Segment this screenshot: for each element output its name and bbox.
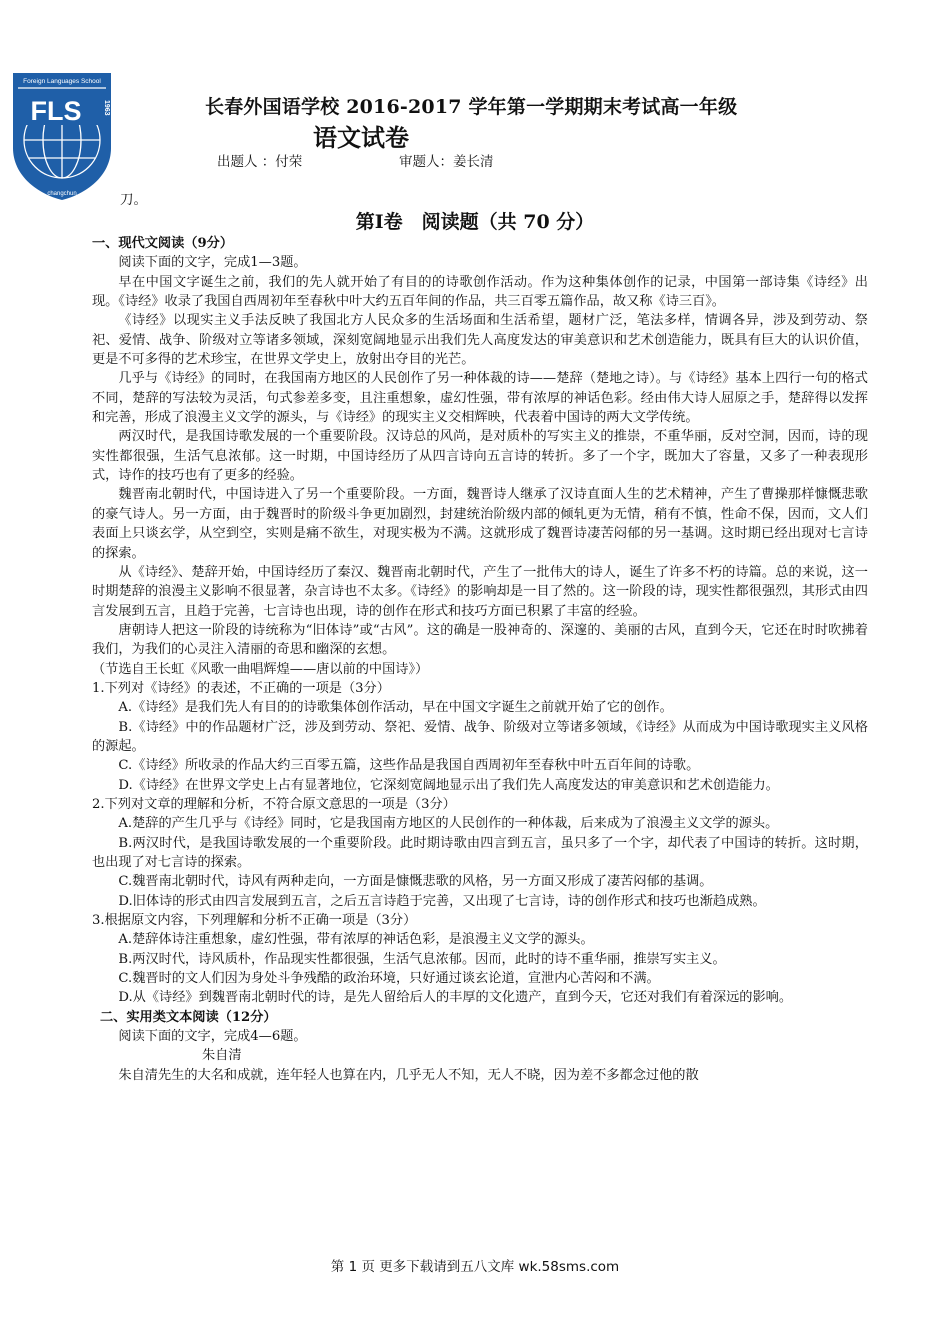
author-label: 出题人 ：付荣 [217, 154, 303, 170]
logo-bottom-text: changchun [47, 191, 77, 197]
exam-subtitle: 语文试卷 [313, 123, 409, 152]
paragraph: D.旧体诗的形式由四言发展到五言，之后五言诗趋于完善，又出现了七言诗，诗的创作形式和技巧也渐趋成熟。 [118, 893, 766, 909]
paragraph: A.《诗经》是我们先人有目的的诗歌集体创作活动，早在中国文字诞生之前就开始了它的创作。 [118, 700, 673, 716]
reviewer-label: 审题人：姜长清 [399, 154, 494, 170]
paragraph: B.《诗经》中的作品题材广泛，涉及到劳动、祭祀、爱情、战争、阶级对立等诸多领域，《诗经》从而成为中国诗歌现实主义风格的源起。 [92, 719, 868, 754]
paragraph: C.《诗经》所收录的作品大约三百零五篇，这些作品是我国自西周初年至春秋中叶五百年间的诗歌。 [118, 758, 700, 774]
paragraph: 早在中国文字诞生之前，我们的先人就开始了有目的的诗歌创作活动。作为这种集体创作的记录，中国第一部诗集《诗经》出现。《诗经》收录了我国自西周初年至春秋中叶大约五百年间的作品，共三百零五篇作品，故又称《诗三百》。 [92, 274, 868, 310]
paragraph: 《诗经》以现实主义手法反映了我国北方人民众多的生活场面和生活希望，题材广泛，笔法多样，情调各异，涉及到劳动、祭祀、爱情、战争、阶级对立等诸多领域，深刻宽阔地显示出我们先人高度发达的审美意识和艺术创造能力，既具有巨大的认识价值，更是不可多得的艺术珍宝，在世界文学史上，放射出夺目的光芒。 [92, 313, 868, 368]
paragraph: 唐朝诗人把这一阶段的诗统称为“旧体诗”或“古风”。这的确是一股神奇的、深邃的、美丽的古风，直到今天，它还在时时吹拂着我们，为我们的心灵注入清丽的奇思和幽深的玄想。 [92, 622, 868, 658]
paragraph: （节选自王长虹《风歌一曲唱辉煌——唐以前的中国诗》） [92, 661, 429, 677]
paragraph: 1.下列对《诗经》的表述，不正确的一项是（3分） [92, 680, 390, 696]
paragraph: 2.下列对文章的理解和分析，不符合原文意思的一项是（3分） [92, 796, 456, 812]
school-logo [10, 70, 114, 202]
paragraph: 几乎与《诗经》的同时，在我国南方地区的人民创作了另一种体裁的诗——楚辞（楚地之诗）。与《诗经》基本上四行一句的格式不同，楚辞的写法较为灵活，句式参差多变，且注重想象，虚幻性强，带有浓厚的神话色彩。经由伟大诗人屈原之手，楚辞得以发挥和完善，形成了浪漫主义文学的源头，与《诗经》的现实主义交相辉映，代表着中国诗的两大文学传统。 [92, 371, 868, 426]
exam-title: 长春外国语学校 2016-2017 学年第一学期期末考试高一年级 [205, 96, 738, 118]
paragraph: C.魏晋时的文人们因为身处斗争残酷的政治环境，只好通过谈玄论道，宣泄内心苦闷和不满。 [118, 971, 660, 987]
paragraph: C.魏晋南北朝时代，诗风有两种走向，一方面是慷慨悲歌的风格，另一方面又形成了凄苦闷郁的基调。 [118, 874, 713, 890]
paragraph: 3.根据原文内容，下列理解和分析不正确一项是（3分） [92, 913, 417, 929]
paragraph: 阅读下面的文字，完成4—6题。 [118, 1029, 307, 1045]
paragraph: B.两汉时代，是我国诗歌发展的一个重要阶段。此时期诗歌由四言到五言，虽只多了一个字，却代表了中国诗的转折。这时期，也出现了对七言诗的探索。 [92, 835, 868, 870]
paragraph: 魏晋南北朝时代，中国诗进入了另一个重要阶段。一方面，魏晋诗人继承了汉诗直面人生的艺术精神，产生了曹操那样慷慨悲歌的豪气诗人。另一方面，由于魏晋时的阶级斗争更加剧烈，封建统治阶级内部的倾轧更为无情，稍有不慎，性命不保，因而，文人们表面上只谈玄学，从空到空，实则是痛不欲生，对现实极为不满。这就形成了魏晋诗凄苦闷郁的另一基调。这时期已经出现对七言诗的探索。 [92, 487, 868, 561]
paragraph: 从《诗经》、楚辞开始，中国诗经历了秦汉、魏晋南北朝时代，产生了一批伟大的诗人，诞生了许多不朽的诗篇。总的来说，这一时期楚辞的浪漫主义影响不很显著，杂言诗也不太多。《诗经》的影响却是一目了然的。这一阶段的诗，现实性都很强烈，其形式由四言发展到五言，且趋于完善，七言诗也出现，诗的创作在形式和技巧方面已积累了丰富的经验。 [92, 564, 868, 619]
paragraph: 二、实用类文本阅读（12分） [100, 1009, 277, 1025]
logo-abbr: FLS [30, 96, 82, 126]
exam-staff [217, 150, 494, 170]
text-fragment: 刀。 [120, 192, 147, 208]
paragraph: A.楚辞的产生几乎与《诗经》同时，它是我国南方地区的人民创作的一种体裁，后来成为了浪漫主义文学的源头。 [118, 816, 779, 832]
paragraph: 一、现代文阅读（9分） [92, 236, 234, 251]
paragraph: B.两汉时代，诗风质朴，作品现实性都很强，生活气息浓郁。因而，此时的诗不重华丽，推崇写实主义。 [118, 951, 726, 967]
paragraph: 朱自清 [202, 1048, 242, 1064]
logo-top-text: Foreign Languages School [23, 78, 101, 85]
exam-body [92, 234, 868, 1085]
paragraph: A.楚辞体诗注重想象，虚幻性强，带有浓厚的神话色彩，是浪漫主义文学的源头。 [118, 932, 594, 948]
paragraph: 阅读下面的文字，完成1—3题。 [118, 255, 307, 271]
section-title: 第Ⅰ卷 阅读题（共 70 分） [355, 211, 595, 233]
paragraph: 朱自清先生的大名和成就，连年轻人也算在内，几乎无人不知，无人不晓，因为差不多都念过他的散 [118, 1067, 699, 1083]
paragraph: D.《诗经》在世界文学史上占有显著地位，它深刻宽阔地显示出了我们先人高度发达的审美意识和艺术创造能力。 [118, 777, 779, 793]
paragraph: D.从《诗经》到魏晋南北朝时代的诗，是先人留给后人的丰厚的文化遗产，直到今天，它还对我们有着深远的影响。 [118, 990, 793, 1006]
page-footer: 第 1 页 更多下载请到五八文库 wk.58sms.com [330, 1259, 620, 1275]
paragraph: 两汉时代，是我国诗歌发展的一个重要阶段。汉诗总的风尚，是对质朴的写实主义的推崇，不重华丽，反对空洞，因而，诗的现实性都很强，生活气息浓郁。这一时期，中国诗经历了从四言诗向五言诗的转折。多了一个字，既加大了容量，又多了一种表现形式，诗作的技巧也有了更多的经验。 [92, 429, 868, 484]
logo-year: 1963 [103, 100, 110, 116]
